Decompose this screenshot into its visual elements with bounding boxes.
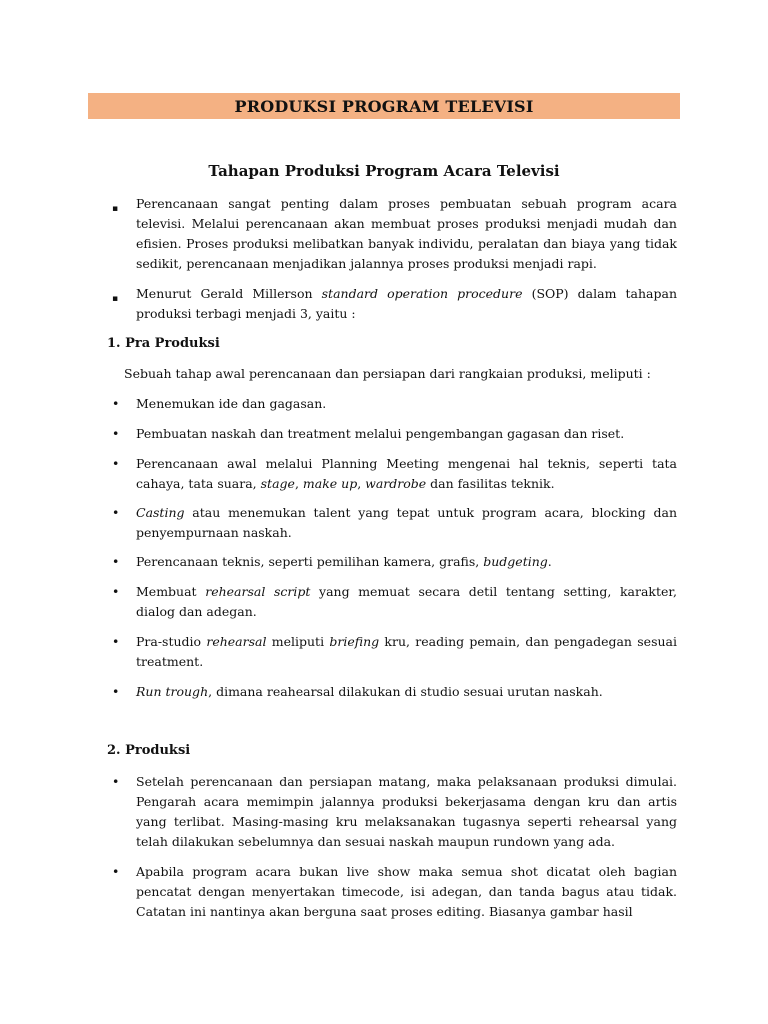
list-item: Perencanaan awal melalui Planning Meeting mengenai hal teknis, seperti tata cahaya, tata suara, stage, make up, wardrobe dan fasilitas teknik. [136, 456, 677, 491]
list-item: Casting atau menemukan talent yang tepat untuk program acara, blocking dan penyempurnaan naskah. [136, 505, 677, 540]
list-item: Run trough, dimana reahearsal dilakukan di studio sesuai urutan naskah. [136, 684, 603, 699]
intro-paragraph: Perencanaan sangat penting dalam proses pembuatan sebuah program acara televisi. Melalui perencanaan akan membuat proses produksi menjadi mudah dan efisien. Proses produksi melibatkan banyak individu, peralatan dan biaya yang tidak sedikit, perencanaan menjadikan jalannya proses produksi menjadi rapi. [136, 196, 677, 271]
round-bullet-icon: • [112, 505, 120, 520]
list-item: Pembuatan naskah dan treatment melalui pengembangan gagasan dan riset. [136, 426, 625, 441]
round-bullet-icon: • [112, 396, 120, 411]
section-heading-pra-produksi: 1. Pra Produksi [107, 336, 220, 351]
list-item: Setelah perencanaan dan persiapan matang, maka pelaksanaan produksi dimulai. Pengarah acara memimpin jalannya produksi bekerjasama dengan kru dan artis yang terlibat. Masing-masing kru melaksanakan tugasnya seperti rehearsal yang telah dilakukan sebelumnya dan sesuai naskah maupun rundown yang ada. [136, 774, 677, 849]
list-item: Membuat rehearsal script yang memuat secara detil tentang setting, karakter, dialog dan adegan. [136, 584, 677, 619]
round-bullet-icon: • [112, 554, 120, 569]
section-intro: Sebuah tahap awal perencanaan dan persiapan dari rangkaian produksi, meliputi : [124, 366, 651, 381]
square-bullet-icon: ▪ [112, 204, 119, 214]
round-bullet-icon: • [112, 426, 120, 441]
list-item: Perencanaan teknis, seperti pemilihan kamera, grafis, budgeting. [136, 554, 552, 569]
millerson-paragraph: Menurut Gerald Millerson standard operation procedure (SOP) dalam tahapan produksi terbagi menjadi 3, yaitu : [136, 286, 678, 321]
round-bullet-icon: • [112, 456, 120, 471]
document-title: PRODUKSI PROGRAM TELEVISI [234, 96, 534, 116]
round-bullet-icon: • [112, 634, 120, 649]
round-bullet-icon: • [112, 584, 120, 599]
document-subtitle: Tahapan Produksi Program Acara Televisi [208, 162, 560, 180]
round-bullet-icon: • [112, 684, 120, 699]
round-bullet-icon: • [112, 864, 120, 879]
title-banner [88, 93, 680, 119]
round-bullet-icon: • [112, 774, 120, 789]
list-item: Pra-studio rehearsal meliputi briefing kru, reading pemain, dan pengadegan sesuai treatment. [136, 634, 677, 669]
list-item: Apabila program acara bukan live show maka semua shot dicatat oleh bagian pencatat dengan menyertakan timecode, isi adegan, dan tanda bagus atau tidak. Catatan ini nantinya akan berguna saat proses editing. Biasanya gambar hasil [136, 864, 677, 919]
section-heading-produksi: 2. Produksi [107, 743, 191, 758]
list-item: Menemukan ide dan gagasan. [136, 396, 327, 411]
square-bullet-icon: ▪ [112, 294, 119, 304]
